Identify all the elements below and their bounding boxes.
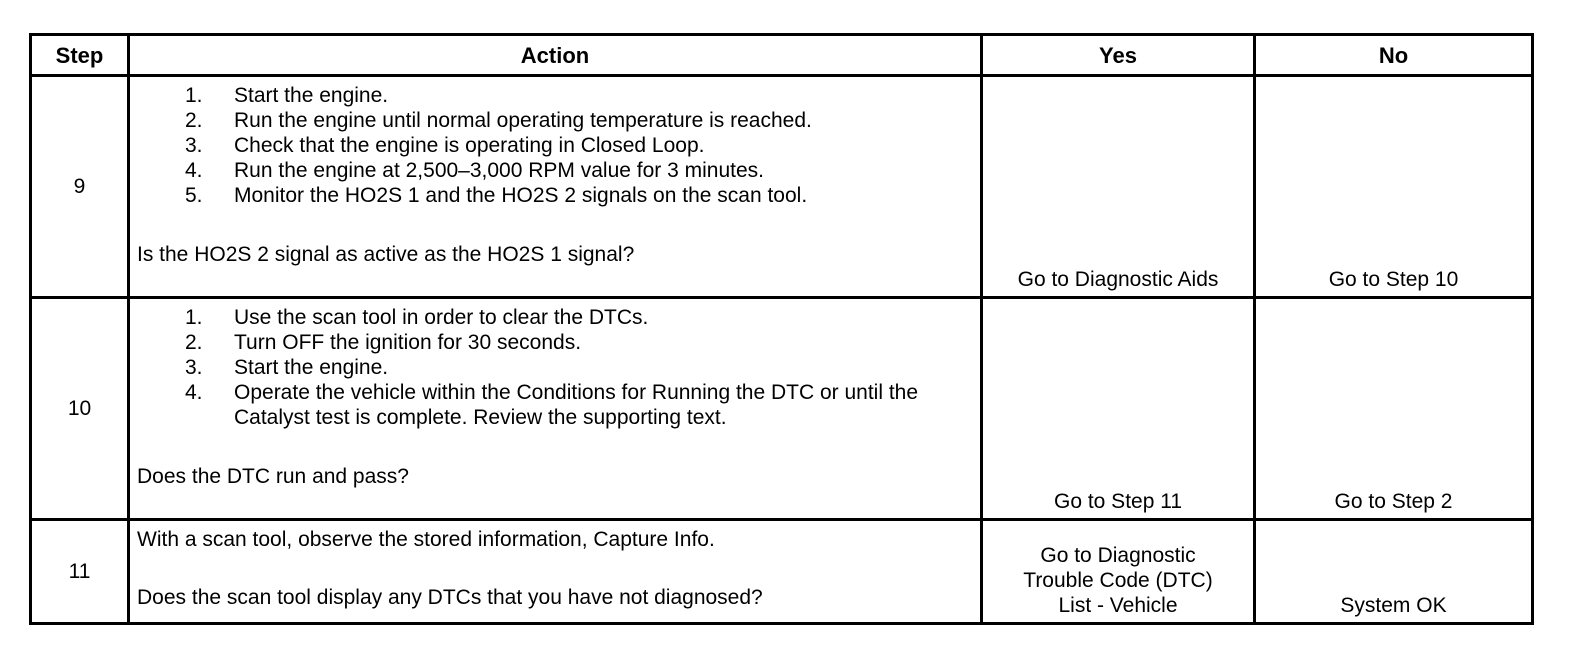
- yes-cell: Go to Step 11: [982, 298, 1255, 520]
- step-number: 9: [31, 76, 129, 298]
- list-item: 4. Run the engine at 2,500–3,000 RPM value for 3 minutes.: [185, 159, 765, 182]
- header-yes: Yes: [982, 35, 1255, 76]
- instruction-list: [137, 83, 974, 208]
- yes-cell: Go to Diagnostic Aids: [982, 76, 1255, 298]
- list-item: 2. Run the engine until normal operating temperature is reached.: [185, 109, 812, 132]
- yes-line: Trouble Code (DTC): [1023, 569, 1213, 592]
- step-question: Does the scan tool display any DTCs that you have not diagnosed?: [137, 586, 763, 609]
- list-item: 1. Use the scan tool in order to clear the DTCs.: [185, 306, 649, 329]
- no-cell: Go to Step 2: [1255, 298, 1533, 520]
- table-row-step-11: [31, 520, 1533, 624]
- header-no: No: [1255, 35, 1533, 76]
- header-step: Step: [31, 35, 129, 76]
- step-statement: With a scan tool, observe the stored information, Capture Info.: [137, 528, 715, 551]
- list-item: 3. Check that the engine is operating in Closed Loop.: [185, 134, 705, 157]
- yes-line: Go to Diagnostic: [1040, 544, 1196, 567]
- step-question: Is the HO2S 2 signal as active as the HO2S 1 signal?: [137, 243, 635, 266]
- list-item: 3. Start the engine.: [185, 356, 389, 379]
- list-item: 2. Turn OFF the ignition for 30 seconds.: [185, 331, 582, 354]
- no-cell: System OK: [1255, 520, 1533, 624]
- action-cell: [129, 520, 982, 624]
- no-cell: Go to Step 10: [1255, 76, 1533, 298]
- list-item: 4. Operate the vehicle within the Conditions for Running the DTC or until the Catalyst test is complete. Review the supporting text.: [185, 381, 919, 429]
- table-row-step-10: [31, 298, 1533, 520]
- yes-line: List - Vehicle: [1058, 594, 1178, 617]
- instruction-list: [137, 305, 974, 430]
- header-action: Action: [129, 35, 982, 76]
- yes-cell: [982, 520, 1255, 624]
- step-question: Does the DTC run and pass?: [137, 465, 409, 488]
- list-item: 1. Start the engine.: [185, 84, 389, 107]
- step-number: 10: [31, 298, 129, 520]
- table-row-step-9: [31, 76, 1533, 298]
- action-cell: [129, 76, 982, 298]
- list-item: 5. Monitor the HO2S 1 and the HO2S 2 signals on the scan tool.: [185, 184, 808, 207]
- action-cell: [129, 298, 982, 520]
- header-row: [31, 35, 1533, 76]
- step-number: 11: [31, 520, 129, 624]
- diagnostic-table: [29, 33, 1534, 625]
